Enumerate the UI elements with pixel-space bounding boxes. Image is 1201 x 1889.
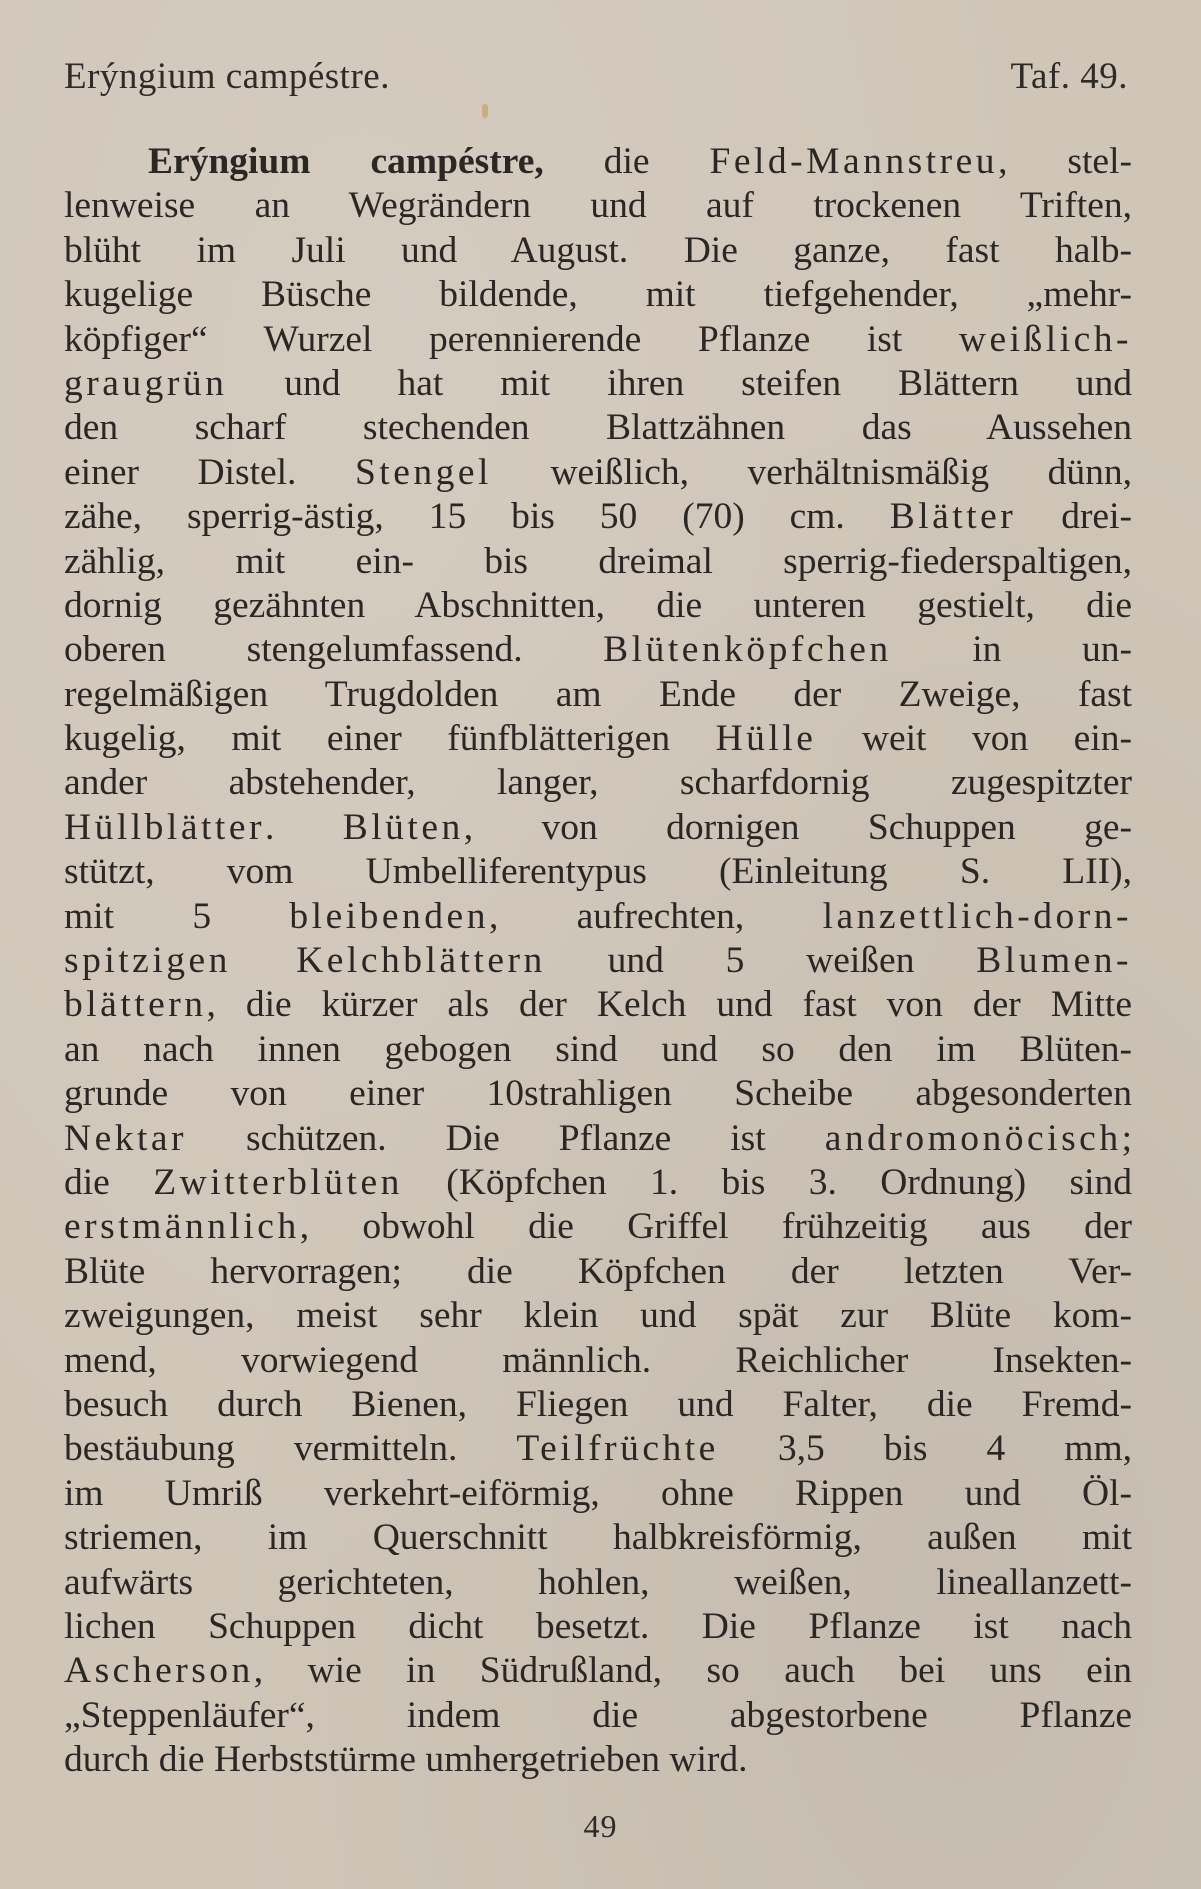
text-segment: mend, vorwiegend männlich. Reichlicher Insekten- [64,1339,1132,1381]
text-segment: weißlich, verhältnismäßig dünn, [491,451,1132,493]
text-line [64,628,1132,672]
text-line [64,850,1132,894]
spaced-term: Blütenköpfchen [603,629,892,671]
text-line [64,273,1132,317]
text-segment: kugelige Büsche bildende, mit tiefgehender, „mehr- [64,274,1132,316]
text-segment: blüht im Juli und August. Die ganze, fast halb- [64,229,1132,271]
text-segment: zweigungen, meist sehr klein und spät zur Blüte kom- [64,1295,1132,1337]
description-text [64,140,1132,1782]
text-segment: in un- [891,629,1132,671]
text-line [64,451,1132,495]
text-segment: den scharf stechenden Blattzähnen das Aussehen [64,407,1132,449]
spaced-term: Feld-Mannstreu [709,141,999,182]
text-line [64,584,1132,628]
spaced-term: graugrün [64,362,228,404]
spaced-term: Hüllblätter [64,806,265,848]
spaced-term: spitzigen Kelchblättern [64,940,546,982]
text-segment: , stel- [998,141,1132,182]
species-name-bold: Erýngium campéstre, [148,141,544,182]
text-line [64,1028,1132,1072]
text-segment: durch die Herbststürme umhergetrieben wird. [64,1739,748,1781]
text-segment: . [264,806,343,848]
text-line [64,1294,1132,1338]
text-line [64,1561,1132,1605]
text-segment: 3,5 bis 4 mm, [718,1428,1132,1470]
text-segment: , aufrechten, [488,895,823,937]
text-segment: im Umriß verkehrt-eiförmig, ohne Rippen und Öl- [64,1472,1132,1514]
text-segment: lenweise an Wegrändern und auf trockenen Triften, [64,185,1132,227]
text-segment: kugelig, mit einer fünfblätterigen [64,718,716,760]
spaced-term: Nektar [64,1117,188,1159]
text-line [64,1205,1132,1249]
text-line [64,1383,1132,1427]
species-title: Erýngium campéstre. [64,56,390,97]
text-line [64,229,1132,273]
page-number: 49 [583,1808,618,1844]
text-segment: , wie in Südrußland, so auch bei uns ein [253,1650,1132,1692]
text-line [64,1072,1132,1116]
plate-number: Taf. 49. [1010,56,1128,97]
text-segment: und 5 weißen [545,940,977,982]
text-segment: schützen. Die Pflanze ist [187,1117,825,1159]
text-line [64,1161,1132,1205]
text-segment: drei- [1016,496,1132,538]
text-segment: und hat mit ihren steifen Blättern und [227,362,1132,404]
text-line [64,1472,1132,1516]
text-line [64,1605,1132,1649]
text-segment: , die kürzer als der Kelch und fast von der Mitte [206,984,1132,1026]
text-segment: einer Distel. [64,451,355,493]
text-line [64,362,1132,406]
spaced-term: blättern [64,984,207,1026]
spaced-term: Ascherson [64,1650,254,1692]
text-segment: striemen, im Querschnitt halbkreisförmig, außen mit [64,1517,1132,1559]
text-segment: regelmäßigen Trugdolden am Ende der Zweige, fast [64,673,1132,715]
spaced-term: Blätter [889,496,1017,538]
text-line [64,806,1132,850]
text-line [64,895,1132,939]
spaced-term: bleibenden [289,895,489,937]
text-segment: weit von ein- [816,718,1132,760]
spaced-term: lanzettlich-dorn- [822,895,1132,937]
spaced-term: erstmännlich [64,1206,300,1248]
text-segment: , von dornigen Schuppen ge- [463,806,1132,848]
spaced-term: Hülle [715,718,817,760]
text-segment: zählig, mit ein- bis dreimal sperrig-fiederspaltigen, [64,540,1132,582]
text-line [64,1516,1132,1560]
text-segment: die [64,1161,154,1203]
text-line [64,1427,1132,1471]
text-segment: lichen Schuppen dicht besetzt. Die Pflanze ist nach [64,1605,1132,1647]
text-line [64,1339,1132,1383]
text-segment: aufwärts gerichteten, hohlen, weißen, lineallanzett- [64,1561,1132,1603]
text-segment: bestäubung vermitteln. [64,1428,517,1470]
text-line [64,318,1132,362]
text-line [64,184,1132,228]
page-header [64,55,1128,105]
text-segment: köpfiger“ Wurzel perennierende Pflanze ist [64,318,959,360]
text-segment: zähe, sperrig-ästig, 15 bis 50 (70) cm. [64,496,890,538]
text-line [64,1649,1132,1693]
spaced-term: weißlich- [958,318,1132,360]
text-segment: ander abstehender, langer, scharfdornig zugespitzter [64,762,1132,804]
text-line [64,761,1132,805]
text-segment: (Köpfchen 1. bis 3. Ordnung) sind [402,1161,1132,1203]
spaced-term: Teilfrüchte [516,1428,719,1470]
text-segment: „Steppenläufer“, indem die abgestorbene Pflanze [64,1694,1132,1736]
text-segment: oberen stengelumfassend. [64,629,604,671]
spaced-term: Blüten [342,806,464,848]
text-line [64,1250,1132,1294]
text-line [64,1694,1132,1738]
spaced-term: Zwitterblüten [153,1161,403,1203]
text-line [64,939,1132,983]
text-segment: stützt, vom Umbelliferentypus (Einleitung S. LII), [64,851,1132,893]
text-segment: besuch durch Bienen, Fliegen und Falter, die Fremd- [64,1383,1132,1425]
text-line [64,717,1132,761]
text-segment: ; [1121,1117,1132,1159]
text-line [64,1738,1132,1782]
text-line [64,140,1132,184]
text-line [64,673,1132,717]
paper-speck [482,104,488,118]
text-segment: mit 5 [64,895,290,937]
text-segment: dornig gezähnten Abschnitten, die unteren gestielt, die [64,584,1132,626]
text-segment: Blüte hervorragen; die Köpfchen der letzten Ver- [64,1250,1132,1292]
text-line [64,1117,1132,1161]
text-line [64,540,1132,584]
text-segment: die [543,141,710,182]
text-segment: grunde von einer 10strahligen Scheibe abgesonderten [64,1073,1132,1115]
text-line [64,983,1132,1027]
text-line [64,406,1132,450]
text-segment: , obwohl die Griffel frühzeitig aus der [299,1206,1132,1248]
spaced-term: andromonöcisch [824,1117,1122,1159]
spaced-term: Stengel [354,451,492,493]
text-segment: an nach innen gebogen sind und so den im Blüten- [64,1028,1132,1070]
spaced-term: Blumen- [976,940,1132,982]
text-line [64,495,1132,539]
